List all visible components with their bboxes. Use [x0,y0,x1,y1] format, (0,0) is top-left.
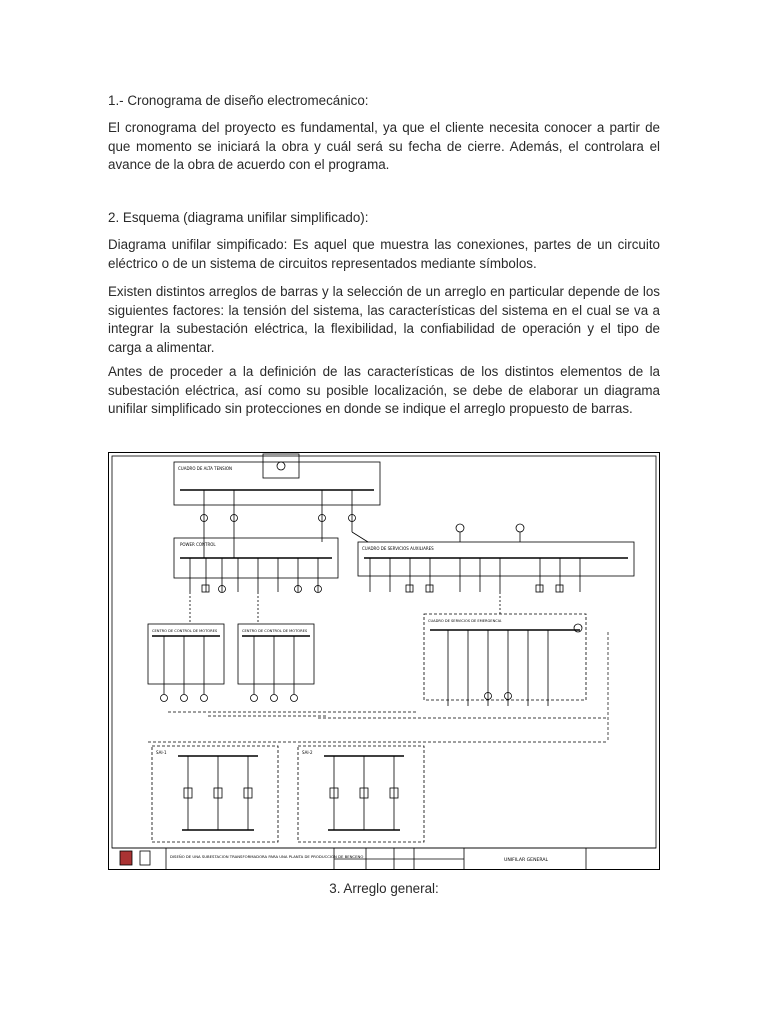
section2-paragraph-1: Diagrama unifilar simpificado: Es aquel que muestra las conexiones, partes de un circuito eléctrico o de un sistema de circuitos representados mediante símbolos. [108,237,660,271]
emergency-board-label: CUADRO DE SERVICIOS DE EMERGENCIA [428,619,502,623]
section1-heading: 1.- Cronograma de diseño electromecánico: [108,93,369,108]
section2-paragraph-3: Antes de proceder a la definición de las características de los distintos elementos de la subestación eléctrica, así como su posible localización, se debe de elaborar un diagrama unifilar simplificado sin protecciones en donde se indique el arreglo propuesto de barras. [108,364,660,417]
figure-caption: 3. Arreglo general: [329,881,439,896]
mcc-2-label: CENTRO DE CONTROL DE MOTORES [242,629,308,633]
single-line-diagram [108,452,660,870]
high-voltage-board-label: CUADRO DE ALTA TENSION [178,466,232,471]
section2-paragraph-2: Existen distintos arreglos de barras y la selección de un arreglo en particular depende de los siguientes factores: la tensión del sistema, las características del sistema en el cual se va a integrar la subestación eléctrica, la flexibilidad, la confiabilidad de operación y el tipo de carga a alimentar. [108,284,660,355]
power-control-label: POWER CONTROL [180,542,216,547]
sai-2-label: SAI-2 [302,750,313,755]
title-block-project: DISEÑO DE UNA SUBESTACION TRANSFORMADORA PARA UNA PLANTA DE PRODUCCION DE BENCENO [170,854,364,859]
aux-services-label: CUADRO DE SERVICIOS AUXILIARES [362,546,434,551]
title-block-drawing: UNIFILAR GENERAL [504,858,549,863]
section1-paragraph: El cronograma del proyecto es fundamental, ya que el cliente necesita conocer a partir de que momento se iniciará la obra y cuál será su fecha de cierre. Además, el controlara el avance de la obra de acuerdo con el programa. [108,120,660,173]
sai-1-label: SAI-1 [156,750,167,755]
section2-heading: 2. Esquema (diagrama unifilar simplificado): [108,210,369,225]
mcc-1-label: CENTRO DE CONTROL DE MOTORES [152,629,218,633]
